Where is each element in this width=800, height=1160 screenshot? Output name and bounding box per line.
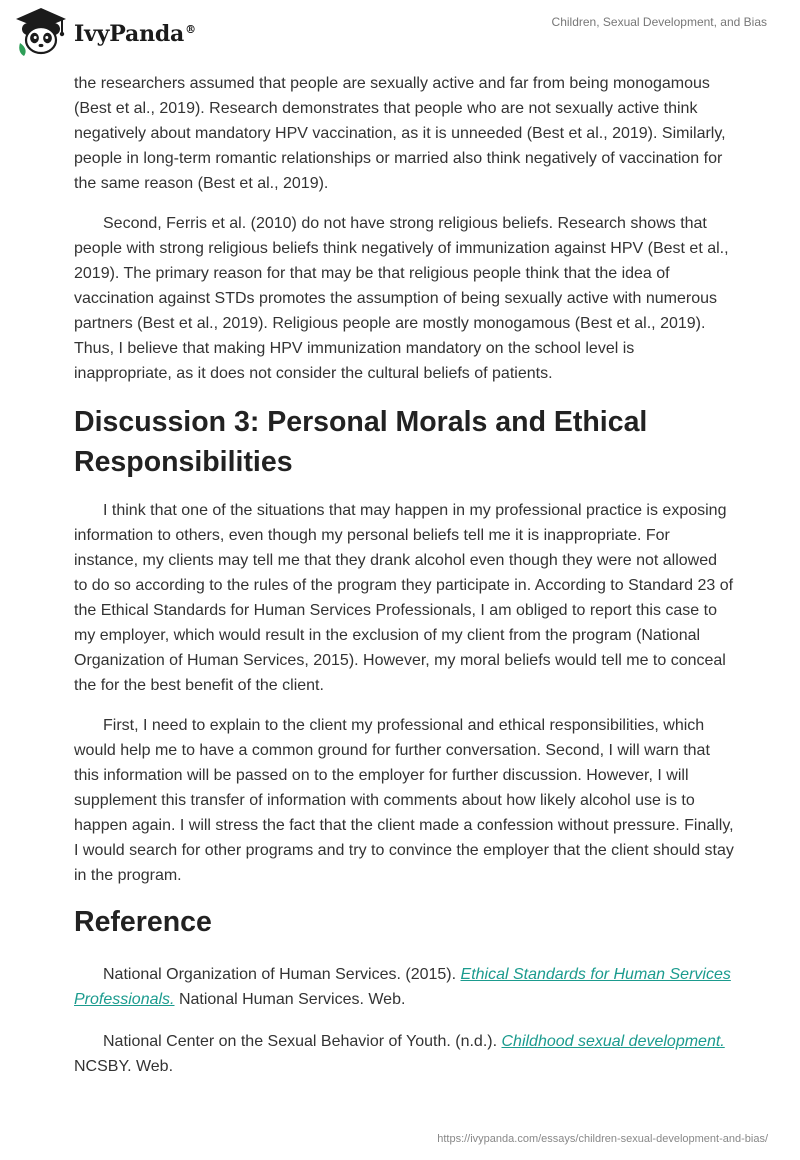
- panda-graduate-icon: [14, 7, 68, 57]
- paragraph: Second, Ferris et al. (2010) do not have strong religious beliefs. Research shows that people with strong religious beliefs think negatively of immunization against HPV (Best et al., 2019). The primary reason for that may be that religious people think that the idea of vaccination against STDs promotes the assumption of being sexually active with numerous partners (Best et al., 2019). Religious people are mostly monogamous (Best et al., 2019). Thus, I believe that making HPV immunization mandatory on the school level is inappropriate, as it does not consider the cultural beliefs of patients.: [74, 215, 729, 382]
- reference-item: National Center on the Sexual Behavior of Youth. (n.d.). Childhood sexual development. NCSBY. Web.: [74, 1033, 725, 1075]
- reference-item: National Organization of Human Services. (2015). Ethical Standards for Human Services Professionals. National Human Services. Web.: [74, 966, 731, 1008]
- ivypanda-logo[interactable]: [14, 7, 196, 57]
- document-title: Children, Sexual Development, and Bias: [551, 15, 767, 29]
- paragraph: I think that one of the situations that may happen in my professional practice is exposing information to others, even though my personal beliefs tell me it is inappropriate. For instance, my clients may tell me that they drank alcohol even though they were not allowed to do so according to the rules of the program they participate in. According to Standard 23 of the Ethical Standards for Human Services Professionals, I am obliged to report this case to my employer, which would result in the exclusion of my client from the program (National Organization of Human Services, 2015). However, my moral beliefs would tell me to conceal the for the best benefit of the client.: [74, 502, 734, 694]
- paragraph: the researchers assumed that people are sexually active and far from being monogamous (Best et al., 2019). Research demonstrates that people who are not sexually active think negatively about mandatory HPV vaccination, as it is unneeded (Best et al., 2019). Similarly, people in long-term romantic relationships or married also think negatively of vaccination for the same reason (Best et al., 2019).: [74, 75, 726, 192]
- brand-name: IvyPanda®: [74, 21, 196, 47]
- essay-body: [74, 71, 734, 1096]
- reference-link[interactable]: Childhood sexual development.: [501, 1033, 725, 1050]
- section-heading-discussion: Discussion 3: Personal Morals and Ethical Responsibilities: [74, 406, 648, 478]
- reference-link[interactable]: Ethical Standards for Human Services Professionals.: [74, 966, 731, 1008]
- paragraph: First, I need to explain to the client my professional and ethical responsibilities, which would help me to have a common ground for further conversation. Second, I will warn that this information will be passed on to the employer for further discussion. However, I will supplement this transfer of information with comments about how likely alcohol use is to happen again. I will stress the fact that the client made a confession without pressure. Finally, I would search for other programs and try to convince the employer that the client should stay in the program.: [74, 717, 734, 884]
- source-url[interactable]: https://ivypanda.com/essays/children-sexual-development-and-bias/: [437, 1133, 768, 1145]
- page-header: [0, 0, 800, 70]
- section-heading-reference: Reference: [74, 906, 212, 938]
